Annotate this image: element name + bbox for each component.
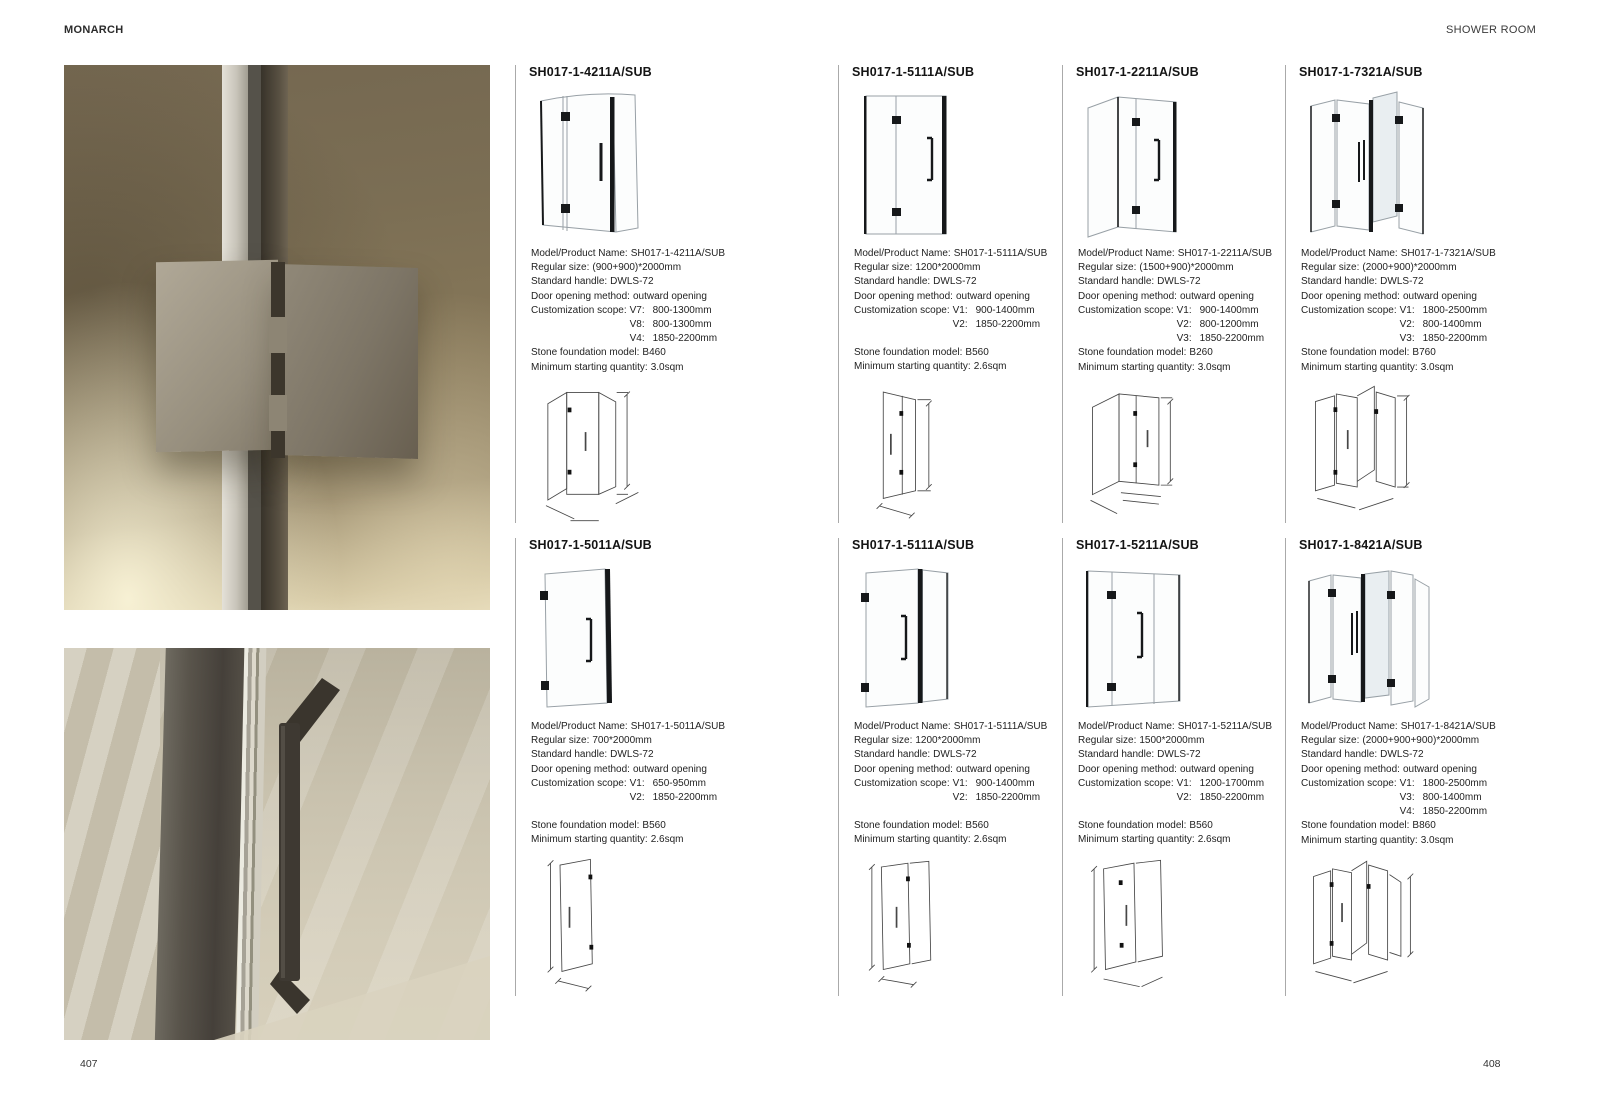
door-label: Door opening method: — [854, 290, 953, 302]
handle-value: DWLS-72 — [1157, 749, 1201, 761]
scope-value: 800-1400mm — [1422, 792, 1482, 804]
scope-key: V1: — [1176, 777, 1192, 789]
scope-label: Customization scope: — [854, 304, 950, 316]
scope-key: V2: — [952, 319, 968, 331]
size-label: Regular size: — [1078, 262, 1137, 274]
product-dimension-diagram — [1299, 375, 1424, 525]
product-card-sh017-1-5011a — [529, 538, 829, 1000]
handle-value: DWLS-72 — [610, 749, 654, 761]
product-illustration — [854, 561, 964, 713]
product-illustration — [854, 88, 969, 240]
scope-value: 1850-2200mm — [652, 792, 718, 804]
scope-key: V2: — [1176, 792, 1192, 804]
hinge-plate-left — [156, 260, 278, 453]
size-label: Regular size: — [1078, 735, 1137, 747]
scope-key: V7: — [629, 304, 645, 316]
handle-label: Standard handle: — [854, 276, 931, 288]
stone-value: B560 — [642, 820, 666, 832]
size-value: 700*2000mm — [592, 735, 652, 747]
product-specs — [1301, 247, 1531, 375]
handle-detail-photo — [64, 648, 490, 1040]
door-value: outward opening — [1179, 290, 1254, 302]
stone-label: Stone foundation model: — [1078, 820, 1187, 832]
stone-label: Stone foundation model: — [1301, 347, 1410, 359]
size-value: 1200*2000mm — [915, 262, 981, 274]
product-illustration — [1301, 561, 1436, 713]
scope-value: 1800-2500mm — [1422, 777, 1488, 789]
model-value: SH017-1-7321A/SUB — [1400, 248, 1496, 259]
scope-key: V3: — [1399, 792, 1415, 804]
min-label: Minimum starting quantity: — [531, 361, 648, 373]
model-label: Model/Product Name: — [1078, 248, 1175, 259]
door-label: Door opening method: — [531, 290, 630, 302]
handle-label: Standard handle: — [1301, 749, 1378, 761]
stone-label: Stone foundation model: — [854, 820, 963, 832]
stone-label: Stone foundation model: — [531, 820, 640, 832]
min-label: Minimum starting quantity: — [854, 834, 971, 846]
handle-label: Standard handle: — [531, 749, 608, 761]
stone-value: B760 — [1412, 347, 1436, 359]
product-dimension-diagram — [529, 848, 629, 998]
size-label: Regular size: — [854, 735, 913, 747]
model-value: SH017-1-5111A/SUB — [953, 248, 1048, 259]
min-value: 2.6sqm — [973, 834, 1007, 846]
door-label: Door opening method: — [531, 763, 630, 775]
scope-key: V1: — [629, 777, 645, 789]
scope-label: Customization scope: — [1078, 777, 1174, 789]
min-label: Minimum starting quantity: — [1078, 361, 1195, 373]
scope-key: V4: — [1399, 806, 1415, 818]
product-illustration — [531, 561, 631, 713]
min-value: 2.6sqm — [1197, 834, 1231, 846]
product-dimension-diagram — [1076, 375, 1201, 525]
door-value: outward opening — [955, 290, 1030, 302]
scope-value: 1850-2200mm — [1199, 792, 1265, 804]
product-illustration — [1078, 561, 1196, 713]
size-label: Regular size: — [1301, 262, 1360, 274]
product-illustration — [531, 88, 651, 240]
column-divider — [515, 65, 516, 523]
scope-value: 1850-2200mm — [975, 792, 1041, 804]
scope-key: V2: — [629, 792, 645, 804]
model-value: SH017-1-5011A/SUB — [630, 721, 726, 732]
product-dimension-diagram — [1299, 848, 1424, 998]
product-dimension-diagram — [529, 375, 661, 525]
min-label: Minimum starting quantity: — [1301, 834, 1418, 846]
min-value: 3.0sqm — [1197, 361, 1231, 373]
stone-label: Stone foundation model: — [1301, 820, 1410, 832]
product-card-sh017-1-7321a — [1299, 65, 1514, 527]
scope-key: V3: — [1399, 333, 1415, 345]
door-label: Door opening method: — [1078, 290, 1177, 302]
product-specs — [531, 720, 761, 848]
scope-value: 1850-2200mm — [1199, 333, 1265, 345]
hinge-plate-right — [278, 264, 418, 459]
product-card-sh017-1-5111a-top — [852, 65, 1067, 527]
section-title: SHOWER ROOM — [1446, 24, 1537, 36]
min-label: Minimum starting quantity: — [854, 361, 971, 373]
scope-label: Customization scope: — [854, 777, 950, 789]
stone-value: B860 — [1412, 820, 1436, 832]
model-label: Model/Product Name: — [531, 721, 628, 732]
handle-label: Standard handle: — [1078, 276, 1155, 288]
size-label: Regular size: — [531, 735, 590, 747]
min-value: 3.0sqm — [650, 361, 684, 373]
handle-value: DWLS-72 — [933, 276, 977, 288]
stone-value: B560 — [965, 820, 989, 832]
stone-value: B560 — [1189, 820, 1213, 832]
product-card-sh017-1-5111a-bottom — [852, 538, 1067, 1000]
size-value: 1500*2000mm — [1139, 735, 1205, 747]
handle-label: Standard handle: — [1301, 276, 1378, 288]
column-divider — [515, 538, 516, 996]
scope-label: Customization scope: — [1078, 304, 1174, 316]
size-value: (2000+900+900)*2000mm — [1362, 735, 1480, 747]
scope-label: Customization scope: — [531, 777, 627, 789]
door-label: Door opening method: — [1301, 763, 1400, 775]
door-value: outward opening — [1179, 763, 1254, 775]
min-value: 2.6sqm — [650, 834, 684, 846]
size-value: (1500+900)*2000mm — [1139, 262, 1234, 274]
scope-key: V4: — [629, 333, 645, 345]
product-card-sh017-1-5211a — [1076, 538, 1286, 1000]
product-dimension-diagram — [852, 375, 962, 525]
door-value: outward opening — [1402, 763, 1477, 775]
handle-value: DWLS-72 — [1157, 276, 1201, 288]
size-label: Regular size: — [854, 262, 913, 274]
scope-value: 1800-2500mm — [1422, 304, 1488, 316]
product-specs — [854, 247, 1084, 375]
size-label: Regular size: — [531, 262, 590, 274]
model-value: SH017-1-8421A/SUB — [1400, 721, 1496, 732]
door-label: Door opening method: — [1078, 763, 1177, 775]
min-label: Minimum starting quantity: — [1078, 834, 1195, 846]
door-label: Door opening method: — [854, 763, 953, 775]
door-value: outward opening — [1402, 290, 1477, 302]
hinge-detail-photo — [64, 65, 490, 610]
product-title: SH017-1-8421A/SUB — [1299, 538, 1423, 552]
min-value: 2.6sqm — [973, 361, 1007, 373]
scope-key: V1: — [952, 777, 968, 789]
min-label: Minimum starting quantity: — [531, 834, 648, 846]
hinge-knuckle — [269, 317, 287, 353]
product-illustration — [1078, 88, 1198, 240]
min-label: Minimum starting quantity: — [1301, 361, 1418, 373]
scope-label: Customization scope: — [1301, 777, 1397, 789]
product-specs — [1078, 720, 1308, 848]
scope-value: 800-1300mm — [652, 304, 712, 316]
size-label: Regular size: — [1301, 735, 1360, 747]
scope-key: V2: — [1399, 319, 1415, 331]
product-specs — [854, 720, 1084, 848]
scope-value: 800-1200mm — [1199, 319, 1259, 331]
product-card-sh017-1-2211a — [1076, 65, 1286, 527]
model-label: Model/Product Name: — [854, 721, 951, 732]
hinge-knuckle — [269, 395, 287, 431]
stone-label: Stone foundation model: — [531, 347, 640, 359]
page-number-left: 407 — [80, 1058, 98, 1070]
handle-label: Standard handle: — [531, 276, 608, 288]
handle-value: DWLS-72 — [933, 749, 977, 761]
model-value: SH017-1-2211A/SUB — [1177, 248, 1273, 259]
product-title: SH017-1-5211A/SUB — [1076, 538, 1199, 552]
scope-value: 900-1400mm — [1199, 304, 1259, 316]
scope-label: Customization scope: — [531, 304, 627, 316]
scope-value: 900-1400mm — [975, 777, 1035, 789]
handle-graphic — [64, 648, 490, 1040]
model-value: SH017-1-4211A/SUB — [630, 248, 726, 259]
model-value: SH017-1-5211A/SUB — [1177, 721, 1273, 732]
size-value: (900+900)*2000mm — [592, 262, 682, 274]
scope-key: V8: — [629, 319, 645, 331]
scope-key: V1: — [1399, 777, 1415, 789]
handle-label: Standard handle: — [854, 749, 931, 761]
product-card-sh017-1-4211a — [529, 65, 829, 527]
product-title: SH017-1-7321A/SUB — [1299, 65, 1423, 79]
handle-value: DWLS-72 — [1380, 276, 1424, 288]
model-label: Model/Product Name: — [1301, 248, 1398, 259]
model-label: Model/Product Name: — [531, 248, 628, 259]
scope-value: 1850-2200mm — [1422, 806, 1488, 818]
product-card-sh017-1-8421a — [1299, 538, 1514, 1000]
scope-value: 1850-2200mm — [1422, 333, 1488, 345]
column-divider — [838, 65, 839, 523]
handle-value: DWLS-72 — [610, 276, 654, 288]
stone-label: Stone foundation model: — [1078, 347, 1187, 359]
model-label: Model/Product Name: — [1301, 721, 1398, 732]
door-value: outward opening — [632, 763, 707, 775]
brand-title: MONARCH — [64, 24, 124, 36]
column-divider — [838, 538, 839, 996]
size-value: (2000+900)*2000mm — [1362, 262, 1457, 274]
product-dimension-diagram — [852, 848, 962, 998]
door-value: outward opening — [955, 763, 1030, 775]
scope-value: 900-1400mm — [975, 304, 1035, 316]
product-title: SH017-1-5111A/SUB — [852, 538, 975, 552]
scope-key: V1: — [1176, 304, 1192, 316]
product-specs — [531, 247, 761, 375]
scope-value: 1200-1700mm — [1199, 777, 1265, 789]
stone-label: Stone foundation model: — [854, 347, 963, 359]
stone-value: B560 — [965, 347, 989, 359]
scope-key: V1: — [1399, 304, 1415, 316]
handle-label: Standard handle: — [1078, 749, 1155, 761]
model-label: Model/Product Name: — [854, 248, 951, 259]
model-value: SH017-1-5111A/SUB — [953, 721, 1048, 732]
scope-value: 800-1300mm — [652, 319, 712, 331]
min-value: 3.0sqm — [1420, 361, 1454, 373]
stone-value: B460 — [642, 347, 666, 359]
scope-value: 1850-2200mm — [975, 319, 1041, 331]
scope-key: V2: — [952, 792, 968, 804]
handle-value: DWLS-72 — [1380, 749, 1424, 761]
product-title: SH017-1-4211A/SUB — [529, 65, 652, 79]
door-label: Door opening method: — [1301, 290, 1400, 302]
product-illustration — [1301, 88, 1436, 240]
product-dimension-diagram — [1076, 848, 1191, 998]
product-specs — [1301, 720, 1531, 848]
min-value: 3.0sqm — [1420, 834, 1454, 846]
scope-key: V3: — [1176, 333, 1192, 345]
product-title: SH017-1-5011A/SUB — [529, 538, 652, 552]
scope-key: V2: — [1176, 319, 1192, 331]
door-value: outward opening — [632, 290, 707, 302]
scope-value: 650-950mm — [652, 777, 706, 789]
product-title: SH017-1-2211A/SUB — [1076, 65, 1199, 79]
size-value: 1200*2000mm — [915, 735, 981, 747]
product-specs — [1078, 247, 1308, 375]
stone-value: B260 — [1189, 347, 1213, 359]
scope-value: 800-1400mm — [1422, 319, 1482, 331]
product-title: SH017-1-5111A/SUB — [852, 65, 975, 79]
scope-value: 1850-2200mm — [652, 333, 718, 345]
scope-label: Customization scope: — [1301, 304, 1397, 316]
page-number-right: 408 — [1483, 1058, 1501, 1070]
model-label: Model/Product Name: — [1078, 721, 1175, 732]
scope-key: V1: — [952, 304, 968, 316]
